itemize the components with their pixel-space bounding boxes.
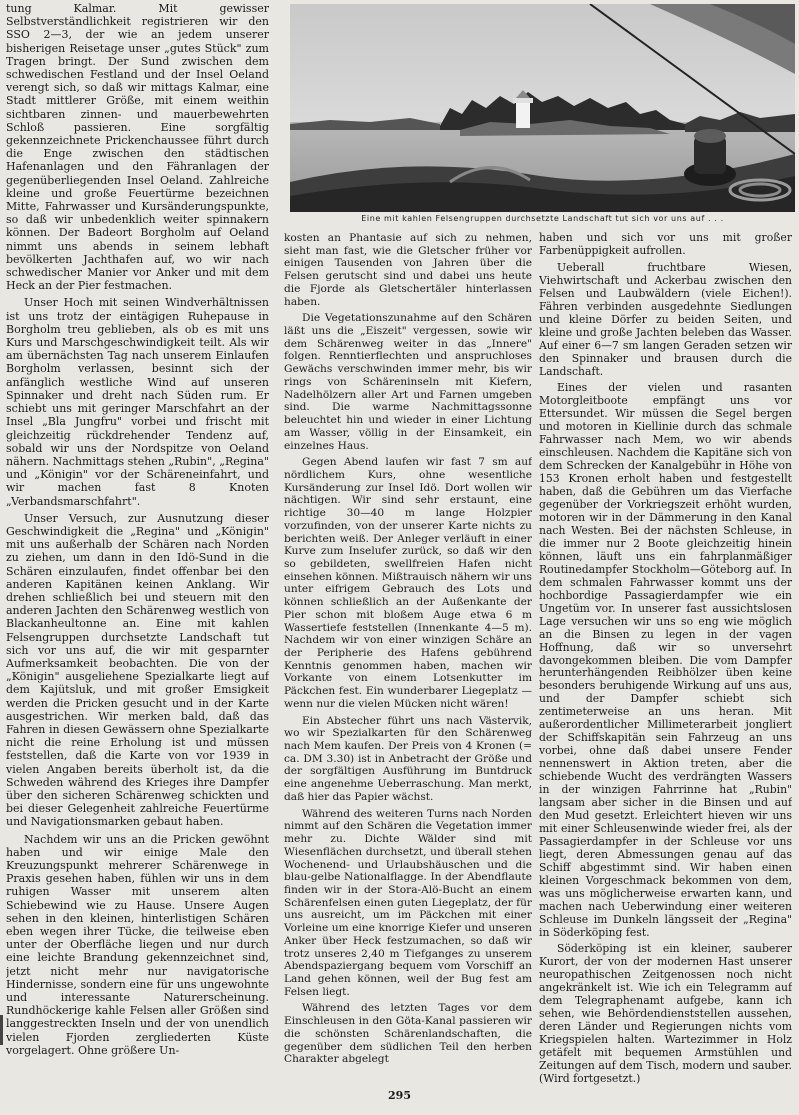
paragraph: Unser Hoch mit seinen Windverhältnissen ist uns trotz der eintägigen Ruhepause in Borgholm treu geblieben, als ob es mit uns Kurs und Marschgeschwindigkeit teilt. Als wir am übernächsten Tag nach unserem Einlaufen Borgholm verlassen, besinnt sich der anfänglich westliche Wind auf unseren Spinnaker und dreht nach Süden rum. Er schiebt uns mit geringer Marschfahrt an der Insel „Bla Jungfru" vorbei und frischt mit gleichzeitig rückdrehender Tendenz auf, sobald wir uns der Nordspitze von Oeland nähern. Nachmittags stehen „Rubin", „Regina" und „Königin" vor der Schäreneinfahrt, und wir machen fast 8 Knoten „Verbandsmarschfahrt". [6,296,269,508]
paragraph: Unser Versuch, zur Ausnutzung dieser Geschwindigkeit die „Regina" und „Königin" mit uns außerhalb der Schären nach Norden zu ziehen, um dann in den Idö-Sund in die Schären einzulaufen, findet offenbar bei den anderen Kapitänen keinen Anklang. Wir drehen schließlich bei und steuern mit den anderen Jachten den Schärenweg westlich von Blackanheultonne an. Eine mit kahlen Felsengruppen durchsetzte Landschaft tut sich vor uns auf, die wir mit gesparnter Aufmerksamkeit beobachten. Die von der „Königin" ausgeliehene Spezialkarte liegt auf dem Kajütsluk, und mit großer Emsigkeit werden die Pricken gesucht und in der Karte ausgestrichen. Wir merken bald, daß das Fahren in diesen Gewässern ohne Spezialkarte nicht die reine Erholung ist und müssen feststellen, daß die Karte von vor 1939 in vielen Angaben bereits überholt ist, da die Schweden während des Krieges ihre Dampfer über den sicheren Schärenweg schickten und bei dieser Gelegenheit zahlreiche Feuertürme und Navigationsmarken gebaut haben. [6,511,269,829]
landscape-photo [290,4,795,212]
paragraph: haben und sich vor uns mit großer Farbenüppigkeit aufrollen. [539,232,792,257]
text-column-1 [6,2,269,1085]
paragraph: kosten an Phantasie auf sich zu nehmen, sieht man fast, wie die Gletscher früher vor einigen Tausenden von Jahren über die Felsen gerutscht sind und dabei uns heute die Fjorde als Gletschertäler hinterlassen haben. [284,232,532,308]
photo-caption: Eine mit kahlen Felsengruppen durchsetzte Landschaft tut sich vor uns auf . . . [361,214,724,223]
paragraph: Nachdem wir uns an die Pricken gewöhnt haben und wir einige Male den Kreuzungspunkt mehrerer Schärenwege in Praxis gesehen haben, fühlen wir uns in dem ruhigen Wasser mit unserem alten Schiebewind wie zu Hause. Unsere Augen sehen in den kleinen, hinterlistigen Schären eben wegen ihrer Tücke, die teilweise eben unter der Oberfläche liegen und nur durch eine leichte Brandung gekennzeichnet sind, jetzt nicht mehr nur navigatorische Hindernisse, sondern eine für uns ungewohnte und interessante Naturerscheinung. Rundhöckerige kahle Felsen aller Größen sind langgestreckten Inseln und der von unendlich vielen Fjorden zergliederten Küste vorgelagert. Ohne größere Un- [6,832,269,1057]
page-number: 295 [388,1089,411,1102]
paragraph: Während des weiteren Turns nach Norden nimmt auf den Schären die Vegetation immer mehr zu. Dichte Wälder sind mit Wiesenflächen durchsetzt, und überall stehen Wochenend- und Urlaubshäuschen und die blau-gelbe Nationalflagge. In der Abendflaute finden wir in der Stora-Alö-Bucht an einem Schärenfelsen einen guten Liegeplatz, der für uns ausreicht, um im Päckchen mit einer Vorleine um eine knorrige Kiefer und unseren Anker über Heck festzumachen, so daß wir trotz unseres 2,40 m Tiefganges zu unserem Abendspaziergang bequem vom Vorschiff an Land gehen können, weil der Bug fest am Felsen liegt. [284,807,532,998]
paragraph: Die Vegetationszunahme auf den Schären läßt uns die „Eiszeit" vergessen, sowie wir dem Schärenweg weiter in das „Innere" folgen. Renntierflechten und anspruchloses Gewächs verschwinden immer mehr, bis wir rings von Schäreninseln mit Kiefern, Nadelhölzern aller Art und Farnen umgeben sind. Die warme Nachmittagssonne beleuchtet hin und wieder in einer Lichtung am Wasser, völlig in der Einsamkeit, ein einzelnes Haus. [284,312,532,452]
page-edge-mark [0,1015,3,1045]
paragraph: Ein Abstecher führt uns nach Västervik, wo wir Spezialkarten für den Schärenweg nach Mem kaufen. Der Preis von 4 Kronen (= ca. DM 3.30) ist in Anbetracht der Größe und der sorgfältigen Ausführung im Buntdruck eine angenehme Ueberraschung. Man merkt, daß hier das Papier wächst. [284,714,532,803]
paragraph: Gegen Abend laufen wir fast 7 sm auf nördlichem Kurs, ohne wesentliche Kursänderung zur Insel Idö. Dort wollen wir nächtigen. Wir sind sehr erstaunt, eine richtige 30—40 m lange Holzpier vorzufinden, von der unserer Karte nichts zu berichten weiß. Der Anleger verläuft in einer Kurve zum Inselufer zurück, so daß wir den so gebildeten, swellfreien Hafen nicht einsehen können. Mißtrauisch nähern wir uns unter eifrigem Gebrauch des Lots und können schließlich an der Außenkante der Pier schon mit bloßem Auge etwa 6 m Wassertiefe feststellen (Innenkante 4—5 m). Nachdem wir von einer winzigen Schäre an der Peripherie des Hafens gebührend Kenntnis genommen haben, machen wir Vorkante von einem Lotsenkutter im Päckchen fest. Ein wunderbarer Liegeplatz — wenn nur die vielen Mücken nicht wären! [284,456,532,710]
paragraph: tung Kalmar. Mit gewisser Selbstverständlichkeit registrieren wir den SSO 2—3, der wie an jedem unserer bisherigen Reisetage unser „gutes Stück" zum Tragen bringt. Der Sund zwischen dem schwedischen Festland und der Insel Oeland verengt sich, so daß wir mittags Kalmar, eine Stadt mittlerer Größe, mit einem weithin sichtbaren zinnen- und mauerbewehrten Schloß passieren. Eine sorgfältig gekennzeichnete Prickenchaussee führt durch die Enge zwischen den städtischen Hafenanlagen und den Fähranlagen der gegenüberliegenden Insel Oeland. Zahlreiche kleine und große Feuertürme bezeichnen Mitte, Fahrwasser und Kursänderungspunkte, so daß wir unbedenklich weiter spinnakern können. Der Badeort Borgholm auf Oeland nimmt uns abends in seinem lebhaft bevölkerten Jachthafen auf, wo wir nach schwedischer Manier vor Anker und mit dem Heck an der Pier festmachen. [6,2,269,293]
text-column-3 [539,232,792,1085]
paragraph: Während des letzten Tages vor dem Einschleusen in den Göta-Kanal passieren wir die schönsten Schärenlandschaften, die gegenüber dem südlichen Teil den herben Charakter abgelegt [284,1002,532,1066]
paragraph: Eines der vielen und rasanten Motorgleitboote empfängt uns vor Ettersundet. Wir müssen die Segel bergen und motoren in Kiellinie durch das schmale Fahrwasser nach Mem, wo wir abends einschleusen. Nachdem die Kapitäne sich von dem Schrecken der Kanalgebühr in Höhe von 153 Kronen erholt haben und festgestellt haben, daß die Gebühren um das Vierfache gegenüber der Vorkriegszeit erhöht wurden, motoren wir in der Dämmerung in den Kanal nach Westen. Bei der nächsten Schleuse, in die immer nur 2 Boote gleichzeitig hinein können, läuft uns ein fahrplanmäßiger Routinedampfer Stockholm—Göteborg auf. In dem schmalen Fahrwasser kommt uns der hochbordige Passagierdampfer wie ein Ungetüm vor. In unserer fast aussichtslosen Lage versuchen wir uns so eng wie möglich an die Binsen zu legen in der vagen Hoffnung, daß wir so unversehrt davongekommen bleiben. Die vom Dampfer herunterhängenden Reibhölzer üben keine besonders beruhigende Wirkung auf uns aus, und der Dampfer schiebt sich zentimeterweise an uns heran. Mit außerordentlicher Millimeterarbeit jongliert der Schiffskapitän sein Fahrzeug an uns vorbei, ohne daß dabei unsere Fender nennenswert in Aktion treten, aber die schiebende Wucht des verdrängten Wassers in der winzigen Fahrrinne hat „Rubin" langsam aber sicher in die Binsen und auf den Mud gesetzt. Erleichtert hieven wir uns mit einer Schleusenwinde wieder frei, als der Passagierdampfer in der Schleuse vor uns liegt, deren Abmessungen genau auf das Schiff abgestimmt sind. Wir haben einen kleinen Vorgeschmack bekommen von dem, was uns möglicherweise erwarten kann, und machen nach Ueberwindung einer weiteren Schleuse im Dunkeln längsseit der „Regina" in Söderköping fest. [539,381,792,939]
paragraph: Ueberall fruchtbare Wiesen, Viehwirtschaft und Ackerbau zwischen den Felsen und Laubwäldern (viele Eichen!). Fähren verbinden ausgedehnte Siedlungen und kleine Dörfer zu beiden Seiten, und kleine und große Jachten beleben das Wasser. Auf einer 6—7 sm langen Geraden setzen wir den Spinnaker und brausen durch die Landschaft. [539,260,792,378]
text-column-2 [284,232,532,1085]
paragraph: Söderköping ist ein kleiner, sauberer Kurort, der von der modernen Hast unserer neuropathischen Zeitgenossen noch nicht angekränkelt ist. Wie ich ein Telegramm auf dem Telegraphenamt aufgebe, kann ich sehen, wie Behördendienststellen aussehen, deren Länder und Regierungen nichts vom Kriegspielen halten. Wartezimmer in Holz getäfelt mit bequemen Armstühlen und Zeitungen auf dem Tisch, modern und sauber. (Wird fortgesetzt.) [539,942,792,1085]
